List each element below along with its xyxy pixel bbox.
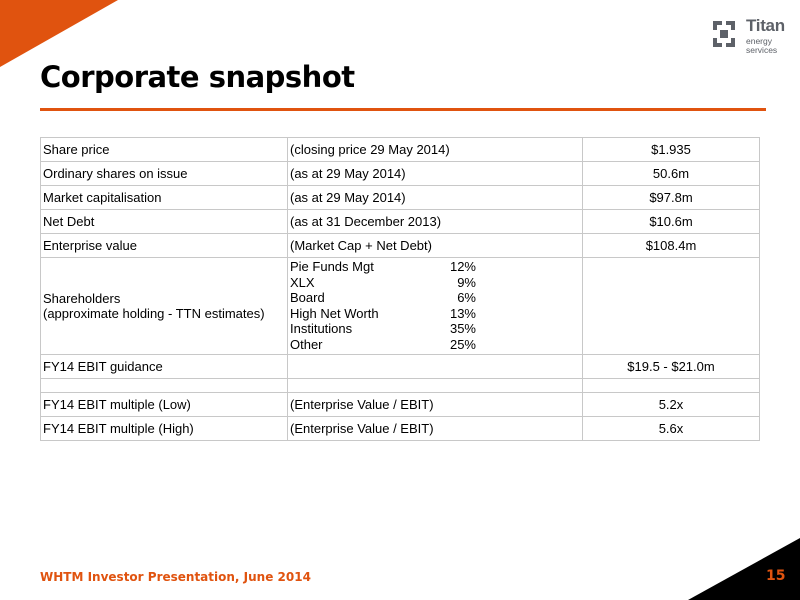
row-label: FY14 EBIT multiple (High) [41,417,288,441]
row-detail: (Enterprise Value / EBIT) [288,417,583,441]
row-detail: (as at 29 May 2014) [288,186,583,210]
row-label: Ordinary shares on issue [41,162,288,186]
page-title: Corporate snapshot [40,60,355,94]
row-label: Enterprise value [41,234,288,258]
row-label: FY14 EBIT guidance [41,355,288,379]
shareholders-value-cell [583,258,760,355]
shareholder-item [290,306,476,322]
row-label: Net Debt [41,210,288,234]
shareholder-name: Board [290,290,325,305]
row-value: 5.2x [583,393,760,417]
row-value: $108.4m [583,234,760,258]
row-detail: (as at 31 December 2013) [288,210,583,234]
table-row [41,162,760,186]
shareholders-list-cell [288,258,583,355]
row-value: $10.6m [583,210,760,234]
spacer-row [41,379,760,393]
shareholder-item [290,259,476,275]
shareholders-label-cell [41,258,288,355]
footer-text: WHTM Investor Presentation, June 2014 [40,570,311,584]
row-value: $1.935 [583,138,760,162]
title-divider [40,108,766,111]
row-value: 50.6m [583,162,760,186]
shareholders-label: Shareholders [43,291,121,306]
shareholder-name: Pie Funds Mgt [290,259,374,274]
shareholder-name: Institutions [290,321,353,336]
table-row [41,417,760,441]
table-row [41,210,760,234]
row-label: FY14 EBIT multiple (Low) [41,393,288,417]
row-detail: (closing price 29 May 2014) [288,138,583,162]
row-label: Share price [41,138,288,162]
shareholders-row [41,258,760,355]
row-detail: (Enterprise Value / EBIT) [288,393,583,417]
shareholder-item [290,275,476,291]
table-row [41,186,760,210]
shareholder-pct: 12% [449,259,476,274]
empty-cell [583,379,760,393]
shareholder-pct: 13% [449,305,476,321]
shareholder-item [290,290,476,306]
logo-tagline-line1: energy [746,36,772,46]
titan-logo [707,16,791,58]
shareholders-sublabel: (approximate holding - TTN estimates) [43,306,265,321]
shareholder-item [290,337,476,353]
empty-cell [288,379,583,393]
page-number: 15 [766,568,786,584]
corner-accent-top-left [0,0,118,67]
logo-tagline [746,37,788,55]
shareholder-pct: 25% [449,336,476,352]
row-detail [288,355,583,379]
row-detail: (Market Cap + Net Debt) [288,234,583,258]
titan-logo-icon [707,17,741,51]
logo-name: Titan [746,16,785,35]
table-row [41,393,760,417]
shareholder-pct: 9% [457,274,476,290]
row-value: $97.8m [583,186,760,210]
row-value: 5.6x [583,417,760,441]
shareholder-name: Other [290,336,323,352]
shareholder-item [290,321,476,337]
table-row [41,234,760,258]
row-label: Market capitalisation [41,186,288,210]
shareholder-name: XLX [290,274,315,290]
shareholder-pct: 6% [457,290,476,305]
logo-tagline-line2: services [746,45,778,55]
empty-cell [41,379,288,393]
row-value: $19.5 - $21.0m [583,355,760,379]
shareholders-list [290,258,580,354]
table-row [41,355,760,379]
table-row [41,138,760,162]
shareholder-name: High Net Worth [290,305,379,321]
row-detail: (as at 29 May 2014) [288,162,583,186]
shareholder-pct: 35% [449,321,476,336]
corporate-snapshot-table [40,137,760,441]
